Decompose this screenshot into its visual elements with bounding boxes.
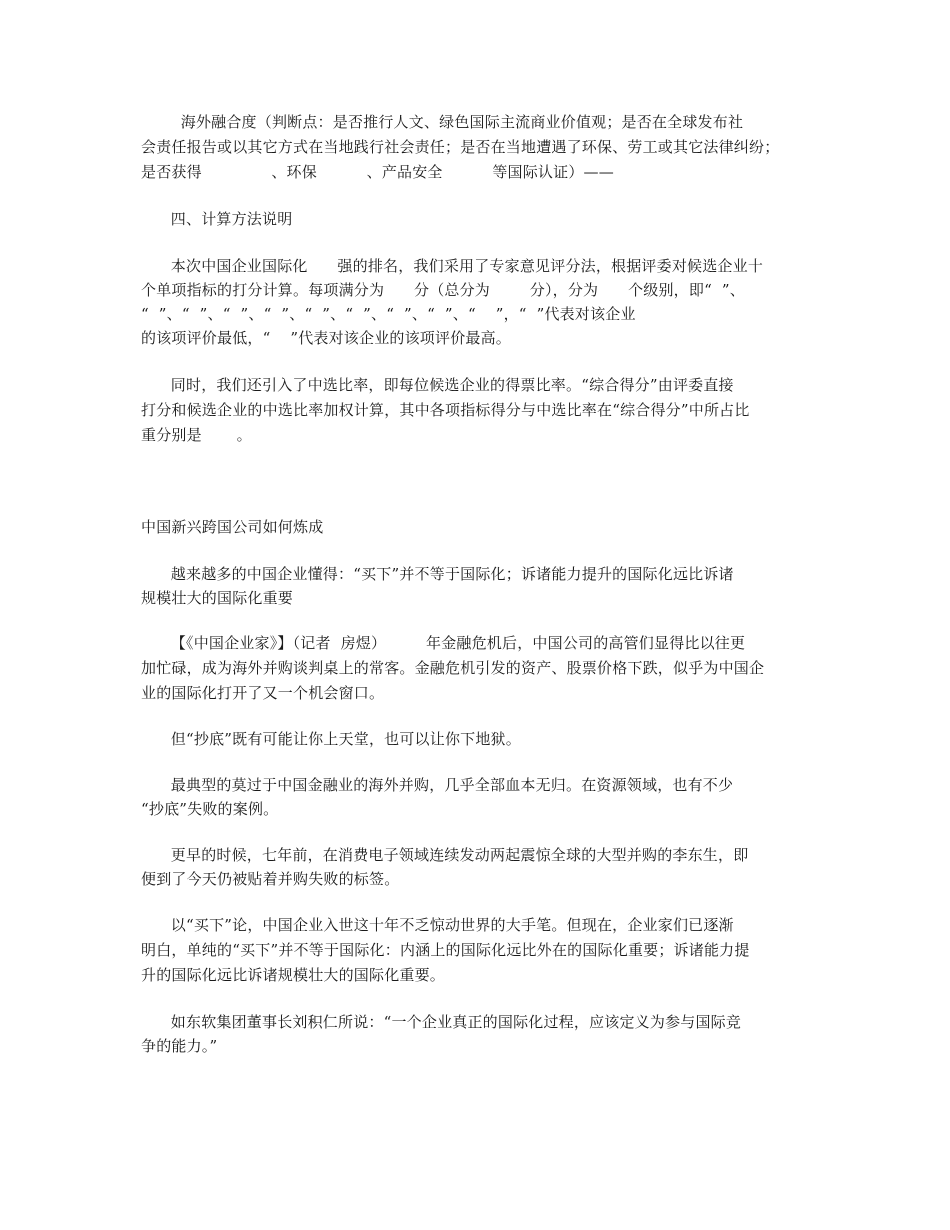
section-heading: 四、计算方法说明 — [141, 210, 293, 228]
paragraph-line: 升的国际化远比诉诸规模壮大的国际化重要。 — [141, 966, 446, 984]
paragraph-line: 更早的时候，七年前，在消费电子领域连续发动两起震惊全球的大型并购的李东生，即 — [141, 846, 749, 864]
paragraph-line: 【《中国企业家》】（记者 房煜） 年金融危机后，中国公司的高管们显得比以往更 — [141, 634, 746, 652]
paragraph-line: 个单项指标的打分计算。每项满分为 分（总分为 分），分为 个级别，即“ ”、 — [141, 281, 745, 299]
paragraph-line: 明白，单纯的“买下”并不等于国际化：内涵上的国际化远比外在的国际化重要；诉诸能力提 — [141, 941, 750, 959]
article-subtitle-line: 规模壮大的国际化重要 — [141, 589, 294, 607]
paragraph-line: “ ”、“ ”、“ ”、“ ”、“ ”、“ ”、“ ”、“ ”、“ ”，“ ”代表对该企业 — [141, 305, 636, 323]
paragraph-line: 的该项评价最低，“ ”代表对该企业的该项评价最高。 — [141, 329, 512, 347]
paragraph-line: 海外融合度（判断点：是否推行人文、绿色国际主流商业价值观；是否在全球发布社 — [141, 113, 744, 131]
paragraph-line: 重分别是 。 — [141, 426, 252, 444]
paragraph-line: 争的能力。” — [141, 1037, 218, 1055]
paragraph-line: 以“买下”论，中国企业入世这十年不乏惊动世界的大手笔。但现在，企业家们已逐渐 — [141, 916, 734, 934]
paragraph-line: 同时，我们还引入了中选比率，即每位候选企业的得票比率。“综合得分”由评委直接 — [141, 376, 734, 394]
paragraph-line: 是否获得 、环保 、产品安全 等国际认证）—— — [141, 163, 614, 181]
article-subtitle-line: 越来越多的中国企业懂得：“买下”并不等于国际化；诉诸能力提升的国际化远比诉诸 — [141, 565, 734, 583]
paragraph-line: 业的国际化打开了又一个机会窗口。 — [141, 684, 385, 702]
paragraph-line: 本次中国企业国际化 强的排名，我们采用了专家意见评分法，根据评委对候选企业十 — [141, 257, 764, 275]
paragraph-line: 加忙碌，成为海外并购谈判桌上的常客。金融危机引发的资产、股票价格下跌，似乎为中国企 — [141, 659, 765, 677]
paragraph-line: 便到了今天仍被贴着并购失败的标签。 — [141, 870, 400, 888]
paragraph-line: 打分和候选企业的中选比率加权计算，其中各项指标得分与中选比率在“综合得分”中所占比 — [141, 401, 750, 419]
paragraph-line: 如东软集团董事长刘积仁所说：“一个企业真正的国际化过程，应该定义为参与国际竞 — [141, 1013, 742, 1031]
paragraph-line: 最典型的莫过于中国金融业的海外并购，几乎全部血本无归。在资源领域，也有不少 — [141, 776, 734, 794]
paragraph-line: 但“抄底”既有可能让你上天堂，也可以让你下地狱。 — [141, 730, 521, 748]
paragraph-line: 会责任报告或以其它方式在当地践行社会责任；是否在当地遭遇了环保、劳工或其它法律纠纷； — [141, 138, 780, 156]
paragraph-line: “抄底”失败的案例。 — [141, 800, 279, 818]
article-title: 中国新兴跨国公司如何炼成 — [141, 518, 324, 536]
